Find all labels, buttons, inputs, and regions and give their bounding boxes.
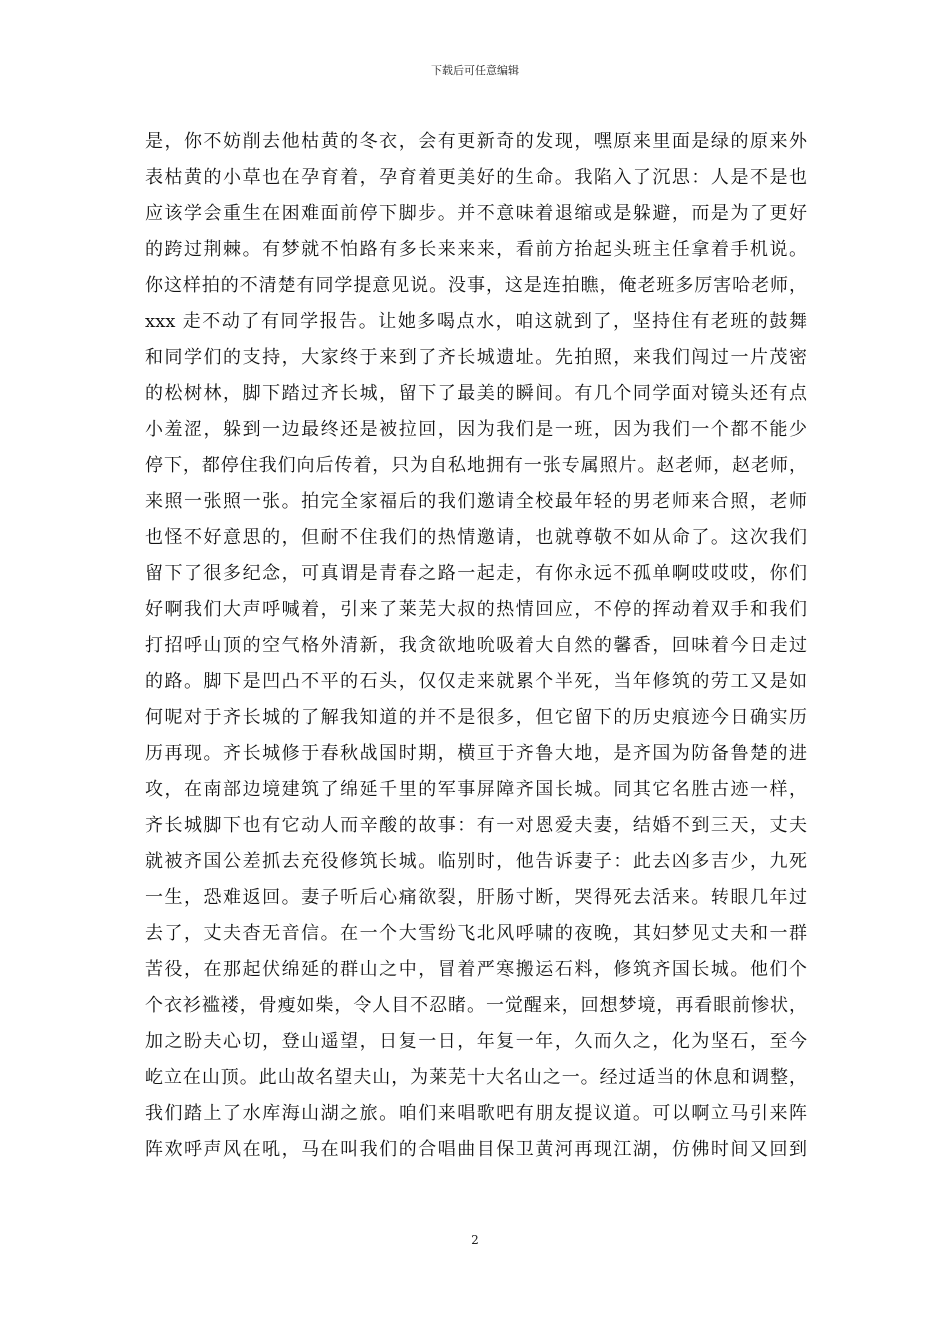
text-line: 小羞涩，躲到一边最终还是被拉回，因为我们是一班，因为我们一个都不能少: [145, 419, 807, 440]
page-header: 下载后可任意编辑: [431, 64, 519, 77]
text-line: 留下了很多纪念，可真谓是青春之路一起走，有你永远不孤单啊哎哎哎，你们: [145, 563, 807, 584]
text-line: xxx 走不动了有同学报告。让她多喝点水，咱这就到了，坚持住有老班的鼓舞: [145, 311, 807, 332]
text-line: 是，你不妨削去他枯黄的冬衣，会有更新奇的发现，嘿原来里面是绿的原来外: [145, 131, 807, 152]
text-line: 好啊我们大声呼喊着，引来了莱芜大叔的热情回应，不停的挥动着双手和我们: [145, 599, 807, 620]
text-line: 你这样拍的不清楚有同学提意见说。没事，这是连拍瞧，俺老班多厉害哈老师，: [145, 275, 807, 296]
text-line: 的松树林，脚下踏过齐长城，留下了最美的瞬间。有几个同学面对镜头还有点: [145, 383, 807, 404]
text-line: 苦役，在那起伏绵延的群山之中，冒着严寒搬运石料，修筑齐国长城。他们个: [145, 959, 807, 980]
text-line: 停下，都停住我们向后传着，只为自私地拥有一张专属照片。赵老师，赵老师，: [145, 455, 807, 476]
text-line: 历再现。齐长城修于春秋战国时期，横亘于齐鲁大地，是齐国为防备鲁楚的进: [145, 743, 807, 764]
text-line: 阵欢呼声风在吼，马在叫我们的合唱曲目保卫黄河再现江湖，仿佛时间又回到: [145, 1139, 807, 1160]
text-line: 何呢对于齐长城的了解我知道的并不是很多，但它留下的历史痕迹今日确实历: [145, 707, 807, 728]
text-line: 来照一张照一张。拍完全家福后的我们邀请全校最年轻的男老师来合照，老师: [145, 491, 807, 512]
text-line: 打招呼山顶的空气格外清新，我贪欲地吮吸着大自然的馨香，回味着今日走过: [145, 635, 807, 656]
text-line: 表枯黄的小草也在孕育着，孕育着更美好的生命。我陷入了沉思：人是不是也: [145, 167, 807, 188]
body-text: [145, 124, 807, 1168]
text-line: 应该学会重生在困难面前停下脚步。并不意味着退缩或是躲避，而是为了更好: [145, 203, 807, 224]
text-line: 和同学们的支持，大家终于来到了齐长城遗址。先拍照，来我们闯过一片茂密: [145, 347, 807, 368]
page-number: 2: [471, 1233, 479, 1247]
text-line: 屹立在山顶。此山故名望夫山，为莱芜十大名山之一。经过适当的休息和调整，: [145, 1067, 807, 1088]
text-line: 加之盼夫心切，登山遥望，日复一日，年复一年，久而久之，化为坚石，至今: [145, 1031, 807, 1052]
text-line: 我们踏上了水库海山湖之旅。咱们来唱歌吧有朋友提议道。可以啊立马引来阵: [145, 1103, 807, 1124]
text-line: 就被齐国公差抓去充役修筑长城。临别时，他告诉妻子：此去凶多吉少，九死: [145, 851, 807, 872]
text-line: 攻，在南部边境建筑了绵延千里的军事屏障齐国长城。同其它名胜古迹一样，: [145, 779, 807, 800]
text-line: 去了，丈夫杳无音信。在一个大雪纷飞北风呼啸的夜晚，其妇梦见丈夫和一群: [145, 923, 807, 944]
text-line: 也怪不好意思的，但耐不住我们的热情邀请，也就尊敬不如从命了。这次我们: [145, 527, 807, 548]
text-line: 的路。脚下是凹凸不平的石头，仅仅走来就累个半死，当年修筑的劳工又是如: [145, 671, 807, 692]
text-line: 个衣衫褴褛，骨瘦如柴，令人目不忍睹。一觉醒来，回想梦境，再看眼前惨状，: [145, 995, 807, 1016]
text-line: 的跨过荆棘。有梦就不怕路有多长来来来，看前方抬起头班主任拿着手机说。: [145, 239, 807, 260]
text-line: 齐长城脚下也有它动人而辛酸的故事：有一对恩爱夫妻，结婚不到三天，丈夫: [145, 815, 807, 836]
text-line: 一生，恐难返回。妻子听后心痛欲裂，肝肠寸断，哭得死去活来。转眼几年过: [145, 887, 807, 908]
